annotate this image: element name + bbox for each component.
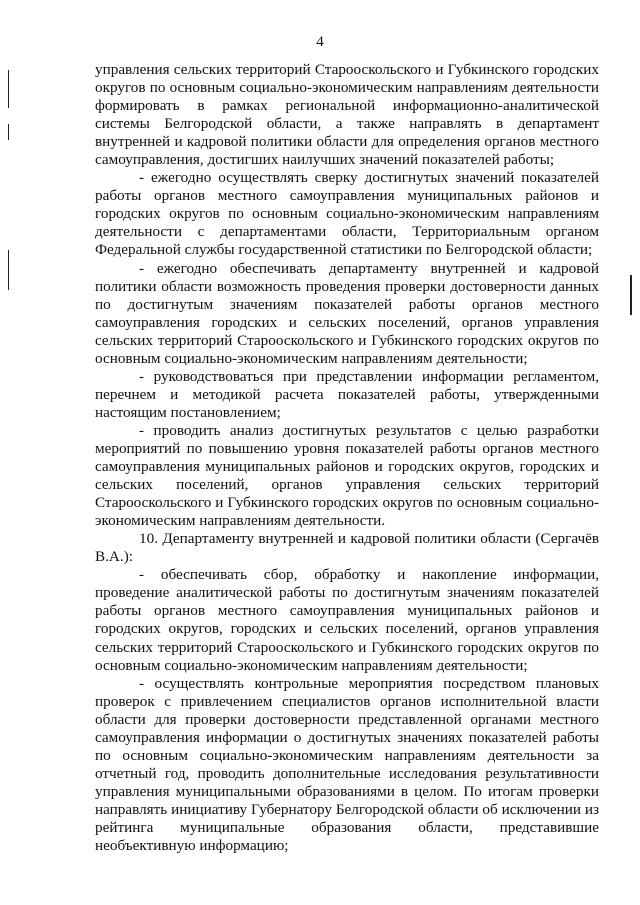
paragraph-item: - ежегодно обеспечивать департаменту внутренней и кадровой политики области возможность проведения проверки достоверности данных по достигнутым значениям показателей работы органов местного самоуправления городских и сельских поселений, органов управления сельских территорий Старооскольского и Губкинского городских округов по основным социально-экономическим направлениям деятельности; <box>95 259 599 367</box>
scan-margin-mark <box>8 70 9 108</box>
scan-margin-mark <box>8 250 9 290</box>
document-body <box>95 61 599 855</box>
paragraph-item: - осуществлять контрольные мероприятия посредством плановых проверок с привлечением специалистов органов исполнительной власти области для проверки достоверности представленной органами местного самоуправления информации о достигнутых значениях показателей работы по основным социально-экономическим направлениям деятельности за отчетный год, проводить дополнительные исследования результативности управления муниципальными образованиями в целом. По итогам проверки направлять инициативу Губернатору Белгородской области об исключении из рейтинга муниципальные образования области, представившие необъективную информацию; <box>95 674 599 855</box>
paragraph-item: - ежегодно осуществлять сверку достигнутых значений показателей работы органов местного самоуправления муниципальных районов и городских округов по основным социально-экономическим направлениям деятельности с департаментами области, Территориальным органом Федеральной службы государственной статистики по Белгородской области; <box>95 169 599 259</box>
paragraph-item: - обеспечивать сбор, обработку и накопление информации, проведение аналитической работы по достигнутым значениям показателей работы органов местного самоуправления муниципальных районов и городских округов, городских и сельских поселений, органов управления сельских территорий Старооскольского и Губкинского городских округов по основным социально-экономическим направлениям деятельности; <box>95 566 599 674</box>
scan-margin-mark <box>630 275 632 315</box>
paragraph-item: - проводить анализ достигнутых результатов с целью разработки мероприятий по повышению уровня показателей работы органов местного самоуправления муниципальных районов и городских округов, городских и сельских поселений, органов управления сельских территорий Старооскольского и Губкинского городских округов по основным социально-экономическим направлениям деятельности. <box>95 421 599 530</box>
paragraph-continuation: управления сельских территорий Старооскольского и Губкинского городских округов по основным социально-экономическим направлениям деятельности формировать в рамках региональной информационно-аналитической системы Белгородской области, а также направлять в департамент внутренней и кадровой политики области для определения органов местного самоуправления, достигших наилучших значений показателей работы; <box>95 61 599 169</box>
page-number: 4 <box>316 34 324 50</box>
paragraph-item: - руководствоваться при представлении информации регламентом, перечнем и методикой расчета показателей работы, утвержденными настоящим постановлением; <box>95 367 599 421</box>
scan-margin-mark <box>8 124 9 140</box>
section-heading-10: 10. Департаменту внутренней и кадровой политики области (Сергачёв В.А.): <box>95 530 599 566</box>
